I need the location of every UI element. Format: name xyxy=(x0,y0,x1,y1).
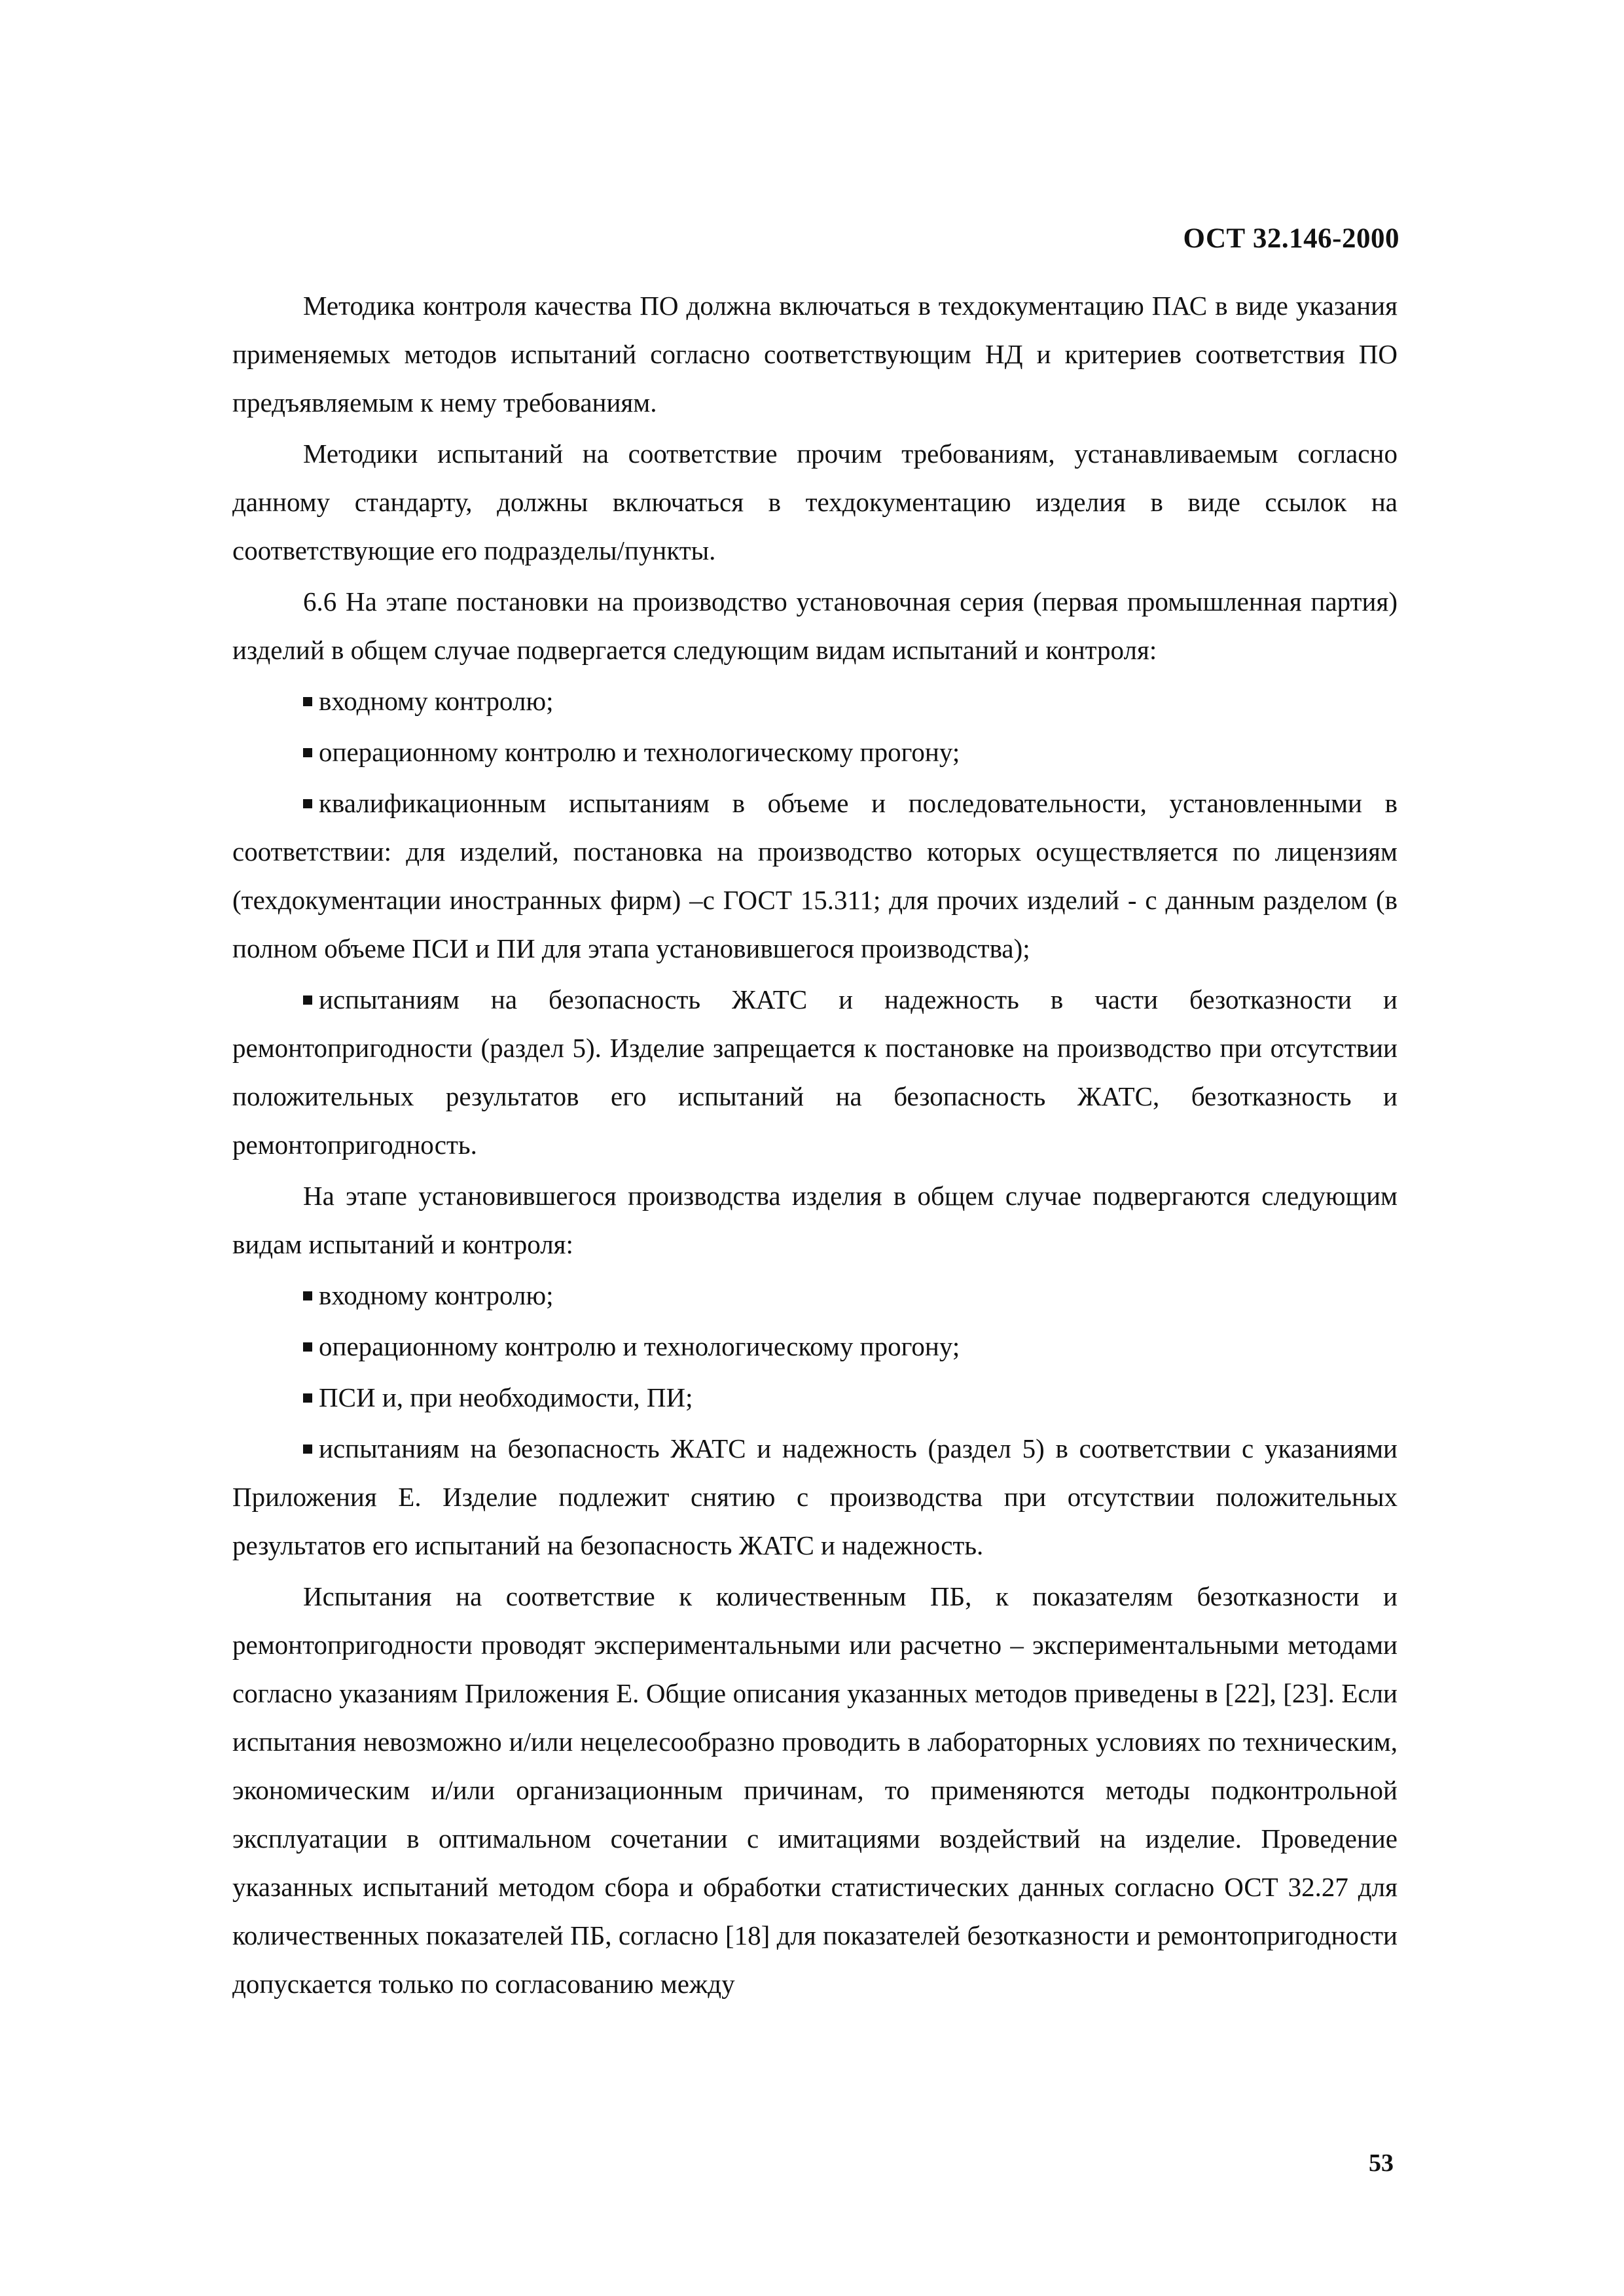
bullet-marker xyxy=(303,799,312,808)
bullet-marker xyxy=(303,1393,312,1403)
bullet-text: операционному контролю и технологическому прогону; xyxy=(319,1331,960,1361)
paragraph: Испытания на соответствие к количественным ПБ, к показателям безотказности и ремонтопригодности проводят экспериментальными или расчетно – экспериментальными методами согласно указаниям Приложения Е. Общие описания указанных методов приведены в [22], [23]. Если испытания невозможно и/или нецелесообразно проводить в лабораторных условиях по техническим, экономическим и/или организационным причинам, то применяются методы подконтрольной эксплуатации в оптимальном сочетании с имитациями воздействий на изделие. Проведение указанных испытаний методом сбора и обработки статистических данных согласно ОСТ 32.27 для количественных показателей ПБ, согласно [18] для показателей безотказности и ремонтопригодности допускается только по согласованию между xyxy=(232,1581,1398,1999)
bullet-marker xyxy=(303,1291,312,1300)
bullet-marker xyxy=(303,996,312,1005)
document-body xyxy=(232,281,1398,2011)
bullet-item xyxy=(232,975,1398,1169)
bullet-text: квалификационным испытаниям в объеме и последовательности, установленными в соответствии: для изделий, постановка на производство которых осуществляется по лицензиям (техдокументации иностранных фирм) –с ГОСТ 15.311; для прочих изделий - с данным разделом (в полном объеме ПСИ и ПИ для этапа установившегося производства); xyxy=(232,788,1398,963)
page-number: 53 xyxy=(1369,2149,1394,2177)
bullet-item xyxy=(232,1373,1398,1422)
paragraph: На этапе установившегося производства изделия в общем случае подвергаются следующим видам испытаний и контроля: xyxy=(232,1181,1398,1259)
bullet-marker xyxy=(303,1444,312,1454)
bullet-text: входному контролю; xyxy=(319,686,554,716)
bullet-item xyxy=(232,728,1398,776)
paragraph: Методики испытаний на соответствие прочим требованиям, устанавливаемым согласно данному стандарту, должны включаться в техдокументацию изделия в виде ссылок на соответствующие его подразделы/пункты. xyxy=(232,439,1398,565)
bullet-item xyxy=(232,779,1398,973)
bullet-item xyxy=(232,677,1398,725)
paragraph: 6.6 На этапе постановки на производство установочная серия (первая промышленная партия) изделий в общем случае подвергается следующим видам испытаний и контроля: xyxy=(232,586,1398,665)
bullet-marker xyxy=(303,697,312,706)
bullet-marker xyxy=(303,748,312,757)
bullet-text: ПСИ и, при необходимости, ПИ; xyxy=(319,1382,693,1412)
bullet-marker xyxy=(303,1342,312,1352)
bullet-text: испытаниям на безопасность ЖАТС и надежность в части безотказности и ремонтопригодности (раздел 5). Изделие запрещается к постановке на производство при отсутствии положительных результатов его испытаний на безопасность ЖАТС, безотказность и ремонтопригодность. xyxy=(232,984,1398,1160)
bullet-text: входному контролю; xyxy=(319,1280,554,1310)
bullet-item xyxy=(232,1322,1398,1371)
document-id-header: ОСТ 32.146-2000 xyxy=(1183,223,1399,254)
bullet-text: испытаниям на безопасность ЖАТС и надежность (раздел 5) в соответствии с указаниями Приложения Е. Изделие подлежит снятию с производства при отсутствии положительных результатов его испытаний на безопасность ЖАТС и надежность. xyxy=(232,1433,1398,1560)
bullet-item xyxy=(232,1271,1398,1319)
bullet-item xyxy=(232,1424,1398,1570)
paragraph: Методика контроля качества ПО должна включаться в техдокументацию ПАС в виде указания применяемых методов испытаний согласно соответствующим НД и критериев соответствия ПО предъявляемым к нему требованиям. xyxy=(232,291,1398,418)
bullet-text: операционному контролю и технологическому прогону; xyxy=(319,737,960,767)
